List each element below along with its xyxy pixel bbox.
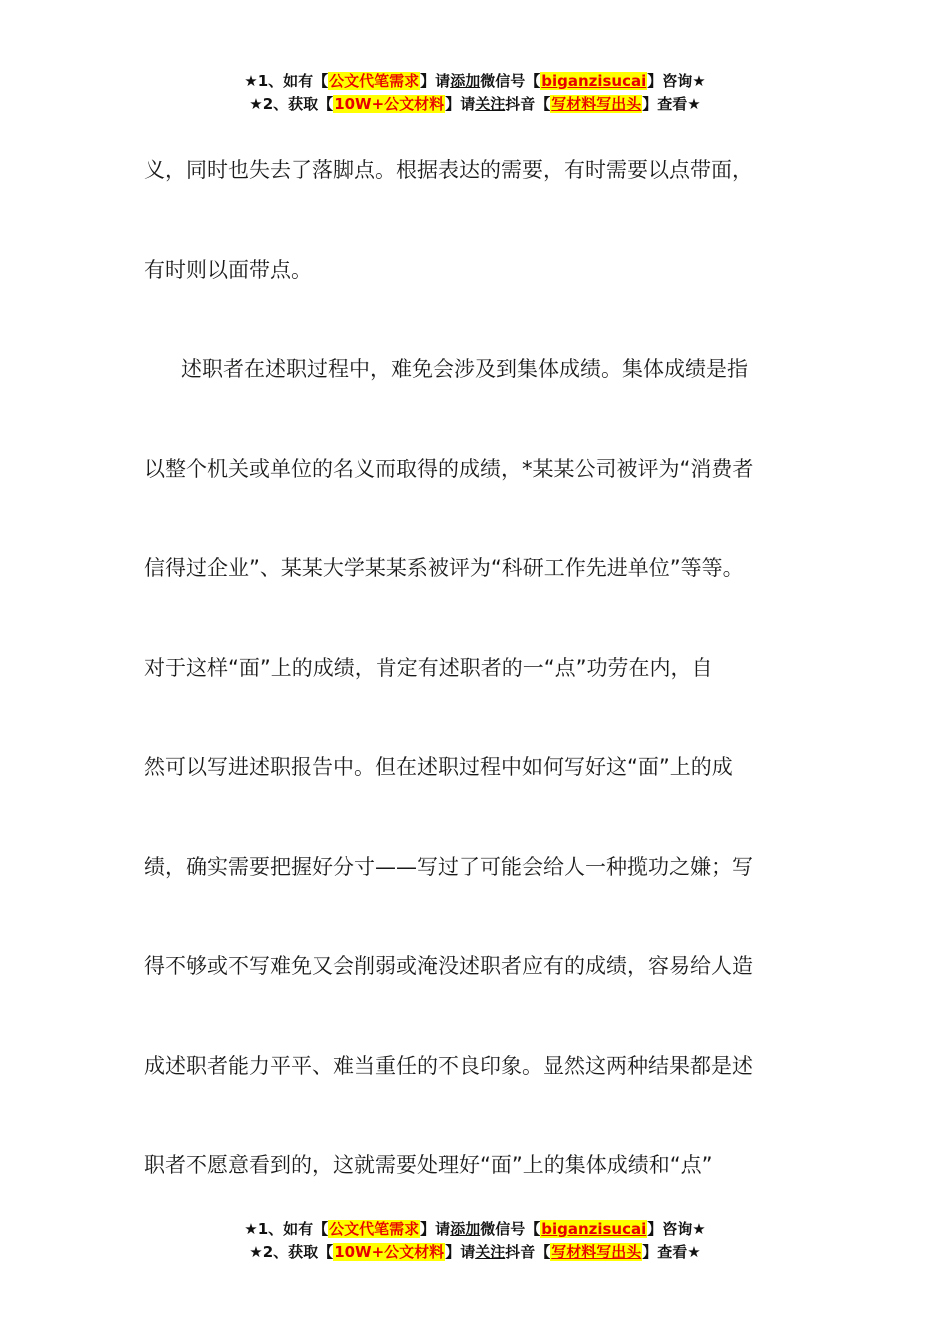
- wechat-id: biganzisucai: [541, 72, 647, 90]
- header-text: 】查看★: [642, 95, 701, 113]
- body-line: 职者不愿意看到的，这就需要处理好“面”上的集体成绩和“点”: [144, 1153, 713, 1177]
- header-banner: [0, 70, 950, 116]
- body-line: 信得过企业”、某某大学某某系被评为“科研工作先进单位”等等。: [144, 556, 744, 580]
- header-line-2: [0, 93, 950, 116]
- underlined-word: 关注: [475, 95, 506, 113]
- header-text: 微信号【: [480, 72, 541, 90]
- header-text: 】请: [420, 72, 451, 90]
- body-line: 对于这样“面”上的成绩，肯定有述职者的一“点”功劳在内，自: [144, 655, 713, 680]
- body-line: 述职者在述职过程中，难免会涉及到集体成绩。集体成绩是指: [181, 357, 748, 381]
- highlight-service: 公文代笔需求: [329, 1220, 420, 1238]
- footer-text: ★1、如有【: [244, 1220, 329, 1238]
- header-text: 抖音【: [505, 95, 551, 113]
- footer-text: 】请: [445, 1243, 476, 1261]
- highlight-materials: 10W+公文材料: [334, 1243, 445, 1261]
- wechat-id: biganzisucai: [541, 1220, 647, 1238]
- footer-text: ★2、获取【: [249, 1243, 334, 1261]
- douyin-account: 写材料写出头: [551, 1243, 642, 1261]
- douyin-account: 写材料写出头: [551, 95, 642, 113]
- highlight-materials: 10W+公文材料: [334, 95, 445, 113]
- underlined-word: 添加: [450, 1220, 481, 1238]
- body-line: 然可以写进述职报告中。但在述职过程中如何写好这“面”上的成: [144, 755, 733, 779]
- highlight-service: 公文代笔需求: [329, 72, 420, 90]
- header-line-1: [0, 70, 950, 93]
- header-text: ★1、如有【: [244, 72, 329, 90]
- header-text: 】咨询★: [647, 72, 706, 90]
- footer-text: 】请: [420, 1220, 451, 1238]
- footer-banner: [0, 1218, 950, 1264]
- body-line: 义，同时也失去了落脚点。根据表达的需要，有时需要以点带面，: [144, 158, 753, 182]
- footer-line-2: [0, 1241, 950, 1264]
- header-text: ★2、获取【: [249, 95, 334, 113]
- body-line: 有时则以面带点。: [144, 257, 312, 282]
- footer-text: 】咨询★: [647, 1220, 706, 1238]
- footer-text: 】查看★: [642, 1243, 701, 1261]
- underlined-word: 关注: [475, 1243, 506, 1261]
- footer-line-1: [0, 1218, 950, 1241]
- body-line: 绩，确实需要把握好分寸——写过了可能会给人一种揽功之嫌；写: [144, 854, 753, 879]
- document-body: [144, 121, 834, 1216]
- footer-text: 微信号【: [480, 1220, 541, 1238]
- footer-text: 抖音【: [505, 1243, 551, 1261]
- header-text: 】请: [445, 95, 476, 113]
- body-line: 得不够或不写难免又会削弱或淹没述职者应有的成绩，容易给人造: [144, 954, 753, 978]
- body-line: 成述职者能力平平、难当重任的不良印象。显然这两种结果都是述: [144, 1053, 753, 1078]
- underlined-word: 添加: [450, 72, 481, 90]
- body-line: 以整个机关或单位的名义而取得的成绩，*某某公司被评为“消费者: [144, 456, 754, 481]
